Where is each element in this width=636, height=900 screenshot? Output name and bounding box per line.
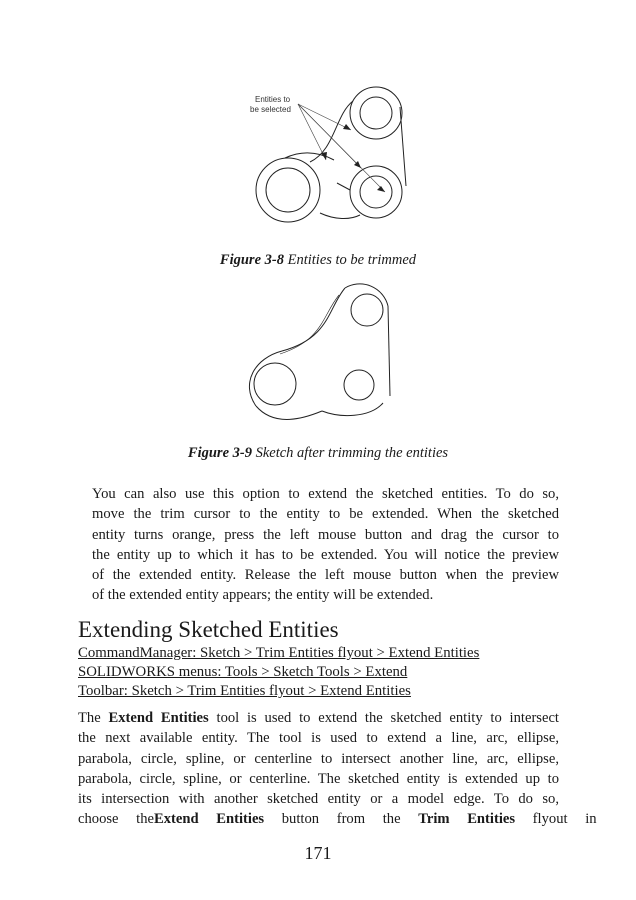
figure-3-9-number: Figure 3-9 — [187, 445, 252, 461]
body-line-1: The Extend Entities tool is used to extend the sketched entity to intersect — [78, 710, 559, 726]
entities-label-line2: be selected — [250, 105, 291, 114]
figure-3-8-drawing — [230, 80, 430, 240]
figure-3-8-number: Figure 3-8 — [219, 252, 284, 268]
body-line-2: the next available entity. The tool is used to extend a line, arc, ellipse, — [78, 730, 559, 747]
body-line-5: its intersection with another sketched entity or a model edge. To do so, — [78, 791, 559, 808]
intro-line-4: the entity up to which it has to be extended. You will notice the preview — [92, 546, 559, 563]
command-manager-path: CommandManager: Sketch > Trim Entities flyout > Extend Entities — [78, 645, 480, 661]
body-line-6: choose theExtend Entities button from the Trim Entities flyout in — [78, 811, 597, 828]
toolbar-path: Toolbar: Sketch > Trim Entities flyout > Extend Entities — [78, 683, 411, 699]
figure-3-8-caption — [0, 252, 636, 269]
figure-3-9-caption-text: Sketch after trimming the entities — [251, 445, 449, 461]
page-number: 171 — [304, 843, 332, 863]
intro-paragraph — [92, 484, 559, 606]
intro-line-6: of the extended entity appears; the entity will be extended. — [92, 587, 434, 604]
solidworks-menus-path: SOLIDWORKS menus: Tools > Sketch Tools > Extend — [78, 664, 408, 680]
section-heading: Extending Sketched Entities — [78, 617, 339, 642]
intro-line-2: move the trim cursor to the entity to be extended. When the sketched — [92, 506, 559, 523]
intro-line-3: entity turns orange, press the left mouse button and drag the cursor to — [92, 526, 559, 543]
figure-3-8-caption-text: Entities to be trimmed — [283, 252, 417, 268]
extend-entities-term: Extend Entities — [108, 710, 209, 726]
trim-entities-term: Trim Entities — [418, 811, 516, 828]
figure-3-9-drawing — [240, 278, 400, 428]
figure-3-9-caption — [0, 445, 636, 462]
entities-label-line1: Entities to — [255, 95, 291, 104]
body-line-4: parabola, circle, spline, or centerline. The sketched entity is extended up to — [78, 770, 559, 787]
intro-line-1: You can also use this option to extend the sketched entities. To do so, — [92, 486, 559, 502]
intro-line-5: of the extended entity. Release the left mouse button when the preview — [92, 567, 559, 584]
extend-entities-button-term: Extend Entities — [154, 811, 265, 828]
body-line-3: parabola, circle, spline, or centerline to intersect another line, arc, ellipse, — [78, 750, 559, 767]
body-paragraph — [78, 708, 597, 830]
